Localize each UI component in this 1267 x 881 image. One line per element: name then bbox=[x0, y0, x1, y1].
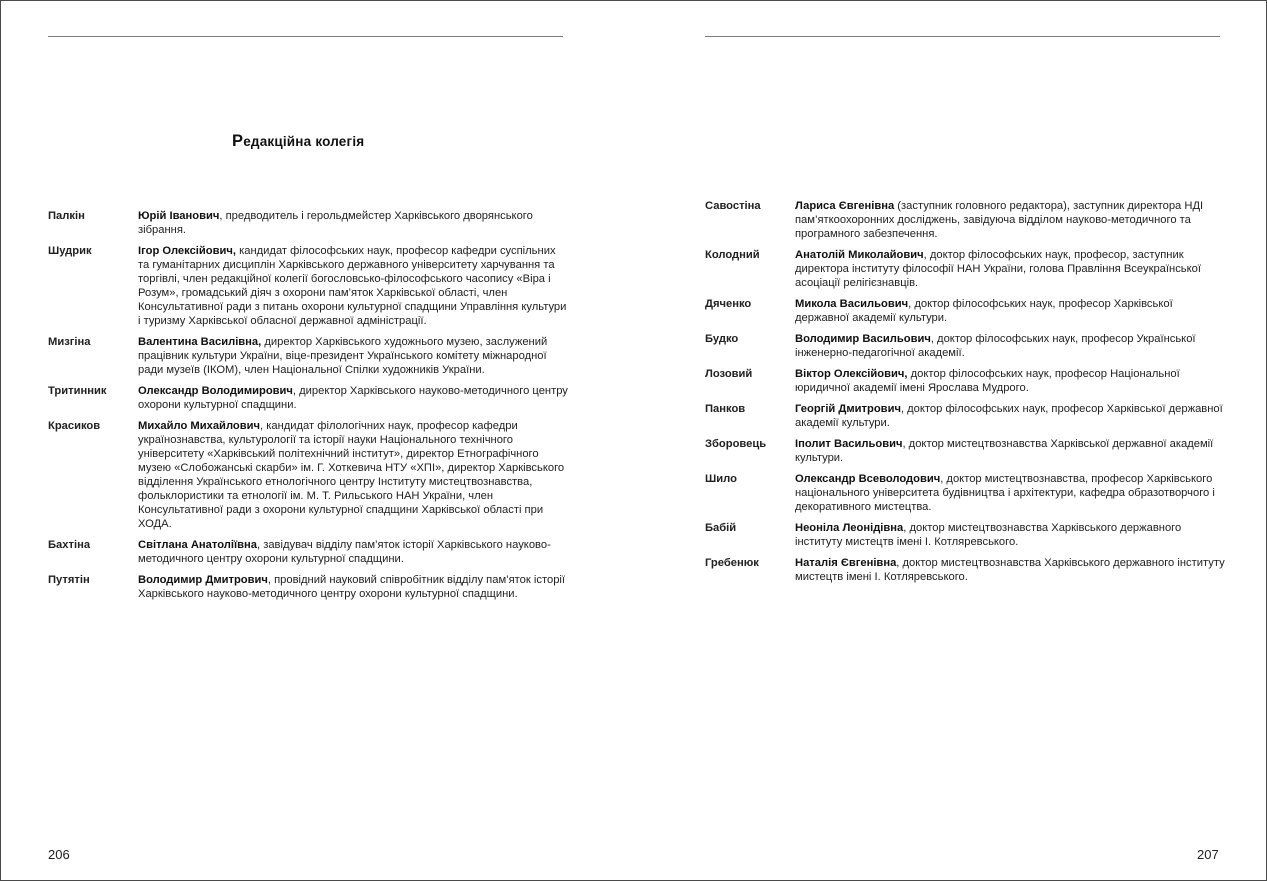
list-item bbox=[705, 521, 1225, 549]
member-name: Анатолій Миколайович bbox=[795, 249, 924, 261]
member-surname: Дяченко bbox=[705, 298, 752, 310]
member-name: Володимир Дмитрович bbox=[138, 574, 268, 586]
member-name: Лариса Євгенівна bbox=[795, 200, 895, 212]
member-details: , доктор мистецтвознавства, професор Харківського національного університета будівництва і архітектури, кафедра образотворчого і декоративного мистецтва. bbox=[795, 473, 1215, 513]
member-name: Валентина Василівна, bbox=[138, 336, 262, 348]
list-item bbox=[705, 402, 1225, 430]
header-rule bbox=[48, 36, 563, 37]
list-item bbox=[705, 556, 1225, 584]
member-surname: Зборовець bbox=[705, 438, 767, 450]
member-details: (заступник головного редактора), заступник директора НДІ пам’яткоохоронних досліджень, завідуюча відділом науково-методичного та програмного забезпечення. bbox=[795, 200, 1204, 240]
member-details: , завідувач відділу пам’яток історії Харківського науково-методичного центру охорони культурної спадщини. bbox=[138, 539, 551, 565]
list-item bbox=[48, 573, 568, 601]
member-surname: Бахтіна bbox=[48, 539, 91, 551]
member-details: , доктор філософських наук, професор Української інженерно-педагогічної академії. bbox=[795, 333, 1196, 359]
member-surname: Шило bbox=[705, 473, 737, 485]
member-name: Наталія Євгенівна bbox=[795, 557, 897, 569]
member-description bbox=[795, 437, 1225, 465]
member-description bbox=[795, 248, 1225, 290]
member-details: , доктор мистецтвознавства Харківського державного інституту мистецтв імені І. Котляревського. bbox=[795, 522, 1182, 548]
member-description bbox=[795, 367, 1225, 395]
list-item bbox=[705, 332, 1225, 360]
member-surname: Лозовий bbox=[705, 368, 753, 380]
member-surname: Колодний bbox=[705, 249, 760, 261]
member-description bbox=[795, 297, 1225, 325]
right-page bbox=[634, 1, 1267, 880]
editorial-board-list-right bbox=[705, 199, 1225, 591]
member-description bbox=[138, 538, 568, 566]
member-description bbox=[138, 335, 568, 377]
member-name: Михайло Михайлович bbox=[138, 420, 260, 432]
list-item bbox=[705, 199, 1225, 241]
member-details: директор Харківського художнього музею, заслужений працівник культури України, віце-президент Українського комітету міжнародної ради музеїв (ІКОМ), член Національної Спілки художників України. bbox=[138, 336, 548, 376]
member-surname: Мизгіна bbox=[48, 336, 91, 348]
member-description bbox=[138, 244, 568, 328]
member-description bbox=[138, 573, 568, 601]
member-description bbox=[795, 556, 1225, 584]
list-item bbox=[48, 384, 568, 412]
list-item bbox=[705, 472, 1225, 514]
member-surname: Панков bbox=[705, 403, 746, 415]
member-details: , доктор філософських наук, професор Харківської державної академії культури. bbox=[795, 298, 1173, 324]
list-item bbox=[48, 538, 568, 566]
member-surname: Савостіна bbox=[705, 200, 761, 212]
member-surname: Гребенюк bbox=[705, 557, 759, 569]
member-surname: Будко bbox=[705, 333, 739, 345]
member-description bbox=[795, 332, 1225, 360]
title-rest: едакційна колегія bbox=[243, 134, 365, 149]
member-description bbox=[138, 384, 568, 412]
member-details: , доктор мистецтвознавства Харківської державної академії культури. bbox=[795, 438, 1214, 464]
member-surname: Шудрик bbox=[48, 245, 92, 257]
member-name: Олександр Володимирович bbox=[138, 385, 293, 397]
list-item bbox=[705, 367, 1225, 395]
member-name: Неоніла Леонідівна bbox=[795, 522, 904, 534]
member-description bbox=[138, 419, 568, 531]
editorial-board-list-left bbox=[48, 209, 568, 608]
member-surname: Бабій bbox=[705, 522, 737, 534]
list-item bbox=[48, 244, 568, 328]
member-description bbox=[795, 402, 1225, 430]
list-item bbox=[705, 248, 1225, 290]
member-name: Володимир Васильович bbox=[795, 333, 931, 345]
page-title bbox=[232, 132, 364, 151]
member-details: , предводитель і герольдмейстер Харківського дворянського зібрання. bbox=[138, 210, 533, 236]
member-name: Ігор Олексійович, bbox=[138, 245, 236, 257]
member-description bbox=[138, 209, 568, 237]
member-name: Віктор Олексійович, bbox=[795, 368, 908, 380]
member-details: , директор Харківського науково-методичного центру охорони культурної спадщини. bbox=[138, 385, 568, 411]
member-surname: Палкін bbox=[48, 210, 85, 222]
member-details: доктор філософських наук, професор Національної юридичної академії імені Ярослава Мудрого. bbox=[795, 368, 1180, 394]
member-description bbox=[795, 199, 1225, 241]
list-item bbox=[48, 209, 568, 237]
member-details: , провідний науковий співробітник відділу пам’яток історії Харківського науково-методичного центру охорони культурної спадщини. bbox=[138, 574, 566, 600]
member-details: , кандидат філологічних наук, професор кафедри українознавства, культурології та історії науки Національного технічного університету «Харківський політехнічний інститут», директор Етнографічного музею «Слобожанські скарби» ім. Г. Хоткевича НТУ «ХПІ», директор Харківського відділення Українського етнологічного центру Інституту мистецтвознавства, фольклористики та етнології ім. М. Т. Рильського НАН України, член Консультативної ради з охорони культурної спадщини Харківської області при ХОДА. bbox=[138, 420, 565, 530]
member-description bbox=[795, 521, 1225, 549]
member-details: , доктор філософських наук, професор Харківської державної академії культури. bbox=[795, 403, 1223, 429]
member-surname: Красиков bbox=[48, 420, 101, 432]
list-item bbox=[705, 297, 1225, 325]
member-name: Олександр Всеволодович bbox=[795, 473, 941, 485]
page-number: 207 bbox=[1197, 847, 1219, 862]
list-item bbox=[705, 437, 1225, 465]
left-page bbox=[1, 1, 634, 880]
list-item bbox=[48, 419, 568, 531]
member-name: Іполит Васильович bbox=[795, 438, 903, 450]
member-details: кандидат філософських наук, професор кафедри суспільних та гуманітарних дисциплін Харківського державного університету харчування та торгівлі, член редакційної колегії богословсько-філософського часопису «Віра і Розум», громадський діяч з охорони пам’яток Харківської області, член Консультативної ради з питань охорони культурної спадщини Управління культури і туризму Харківської обласної державної адміністрації. bbox=[138, 245, 567, 327]
member-name: Юрій Іванович bbox=[138, 210, 220, 222]
member-name: Світлана Анатоліївна bbox=[138, 539, 257, 551]
title-initial: Р bbox=[232, 132, 244, 150]
page-number: 206 bbox=[48, 847, 70, 862]
member-description bbox=[795, 472, 1225, 514]
member-surname: Тритинник bbox=[48, 385, 107, 397]
member-surname: Путятін bbox=[48, 574, 90, 586]
list-item bbox=[48, 335, 568, 377]
member-name: Георгій Дмитрович bbox=[795, 403, 901, 415]
member-details: , доктор мистецтвознавства Харківського державного інституту мистецтв імені І. Котляревського. bbox=[795, 557, 1225, 583]
member-details: , доктор філософських наук, професор, заступник директора інституту філософії НАН України, голова Правління Всеукраїнської асоціації релігієзнавців. bbox=[795, 249, 1201, 289]
member-name: Микола Васильович bbox=[795, 298, 909, 310]
header-rule bbox=[705, 36, 1220, 37]
